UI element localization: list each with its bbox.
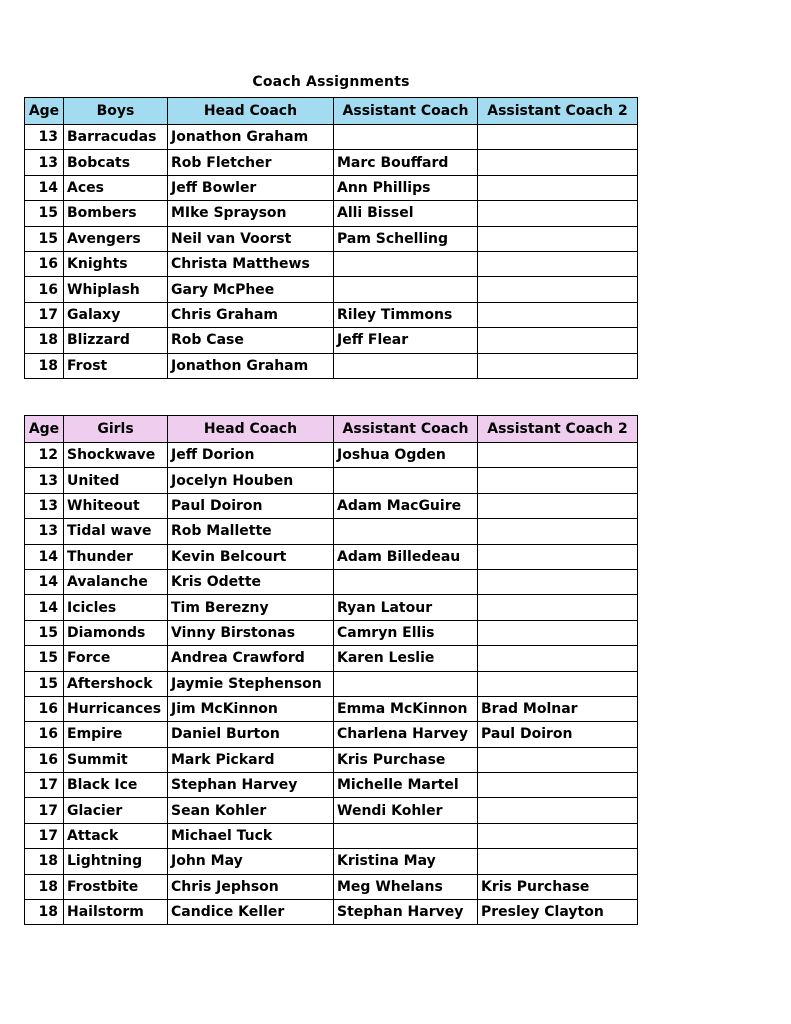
head-coach-cell: Paul Doiron [168,493,334,518]
team-cell: Empire [64,722,168,747]
head-coach-cell: Chris Jephson [168,874,334,899]
assistant-coach-2-cell [478,671,638,696]
column-header-age: Age [25,416,64,443]
table-row [25,696,638,721]
assistant-coach-cell [334,277,478,302]
age-cell: 18 [25,328,64,353]
head-coach-cell: Vinny Birstonas [168,620,334,645]
team-cell: United [64,468,168,493]
age-cell: 18 [25,353,64,378]
team-cell: Hailstorm [64,900,168,925]
head-coach-cell: Daniel Burton [168,722,334,747]
table-row [25,353,638,378]
head-coach-cell: Kevin Belcourt [168,544,334,569]
assistant-coach-2-cell [478,849,638,874]
table-row [25,646,638,671]
assistant-coach-cell: Camryn Ellis [334,620,478,645]
age-cell: 16 [25,696,64,721]
table-row [25,773,638,798]
age-cell: 18 [25,900,64,925]
assistant-coach-cell [334,353,478,378]
team-cell: Summit [64,747,168,772]
team-cell: Black Ice [64,773,168,798]
column-header-team: Boys [64,98,168,125]
assistant-coach-2-cell [478,773,638,798]
assistant-coach-2-cell [478,493,638,518]
team-cell: Whiteout [64,493,168,518]
age-cell: 15 [25,646,64,671]
assistant-coach-cell: Kristina May [334,849,478,874]
table-row [25,302,638,327]
assistant-coach-2-cell [478,798,638,823]
age-cell: 13 [25,468,64,493]
age-cell: 15 [25,620,64,645]
assistant-coach-2-cell: Brad Molnar [478,696,638,721]
head-coach-cell: Andrea Crawford [168,646,334,671]
team-cell: Frostbite [64,874,168,899]
table-row [25,328,638,353]
assistant-coach-cell [334,468,478,493]
assistant-coach-cell: Riley Timmons [334,302,478,327]
age-cell: 16 [25,747,64,772]
column-header-assistant-coach: Assistant Coach [334,416,478,443]
assistant-coach-cell: Charlena Harvey [334,722,478,747]
table-row [25,620,638,645]
assistant-coach-2-cell: Presley Clayton [478,900,638,925]
assistant-coach-2-cell [478,569,638,594]
age-cell: 16 [25,251,64,276]
assistant-coach-2-cell [478,544,638,569]
head-coach-cell: Jaymie Stephenson [168,671,334,696]
assistant-coach-2-cell: Paul Doiron [478,722,638,747]
team-cell: Force [64,646,168,671]
assistant-coach-cell: Stephan Harvey [334,900,478,925]
table-row [25,468,638,493]
head-coach-cell: Jonathon Graham [168,125,334,150]
assistant-coach-cell: Ryan Latour [334,595,478,620]
head-coach-cell: Gary McPhee [168,277,334,302]
table-row [25,519,638,544]
age-cell: 13 [25,493,64,518]
table-row [25,798,638,823]
team-cell: Lightning [64,849,168,874]
girls-coach-table [24,415,638,925]
age-cell: 12 [25,443,64,468]
table-row [25,277,638,302]
assistant-coach-2-cell [478,823,638,848]
head-coach-cell: Rob Mallette [168,519,334,544]
assistant-coach-2-cell [478,747,638,772]
age-cell: 17 [25,773,64,798]
column-header-head-coach: Head Coach [168,416,334,443]
assistant-coach-cell: Jeff Flear [334,328,478,353]
assistant-coach-cell: Kris Purchase [334,747,478,772]
assistant-coach-cell: Adam MacGuire [334,493,478,518]
assistant-coach-cell: Michelle Martel [334,773,478,798]
assistant-coach-2-cell [478,125,638,150]
assistant-coach-cell: Joshua Ogden [334,443,478,468]
table-row [25,671,638,696]
age-cell: 14 [25,569,64,594]
table-row [25,823,638,848]
head-coach-cell: Jeff Dorion [168,443,334,468]
head-coach-cell: Stephan Harvey [168,773,334,798]
boys-table-body [25,125,638,379]
team-cell: Glacier [64,798,168,823]
assistant-coach-2-cell [478,277,638,302]
head-coach-cell: Candice Keller [168,900,334,925]
team-cell: Whiplash [64,277,168,302]
head-coach-cell: Kris Odette [168,569,334,594]
age-cell: 18 [25,874,64,899]
assistant-coach-cell: Alli Bissel [334,201,478,226]
boys-header-row [25,98,638,125]
age-cell: 17 [25,823,64,848]
assistant-coach-2-cell [478,251,638,276]
table-row [25,544,638,569]
age-cell: 17 [25,302,64,327]
team-cell: Galaxy [64,302,168,327]
team-cell: Avengers [64,226,168,251]
column-header-assistant-coach: Assistant Coach [334,98,478,125]
column-header-assistant-coach-2: Assistant Coach 2 [478,98,638,125]
head-coach-cell: Rob Fletcher [168,150,334,175]
boys-coach-table [24,97,638,379]
assistant-coach-cell [334,569,478,594]
table-row [25,226,638,251]
assistant-coach-cell [334,125,478,150]
team-cell: Frost [64,353,168,378]
head-coach-cell: Mark Pickard [168,747,334,772]
girls-header-row [25,416,638,443]
assistant-coach-2-cell [478,226,638,251]
assistant-coach-2-cell: Kris Purchase [478,874,638,899]
assistant-coach-2-cell [478,150,638,175]
age-cell: 15 [25,201,64,226]
assistant-coach-cell [334,671,478,696]
head-coach-cell: Jeff Bowler [168,175,334,200]
age-cell: 16 [25,722,64,747]
head-coach-cell: Jim McKinnon [168,696,334,721]
column-header-head-coach: Head Coach [168,98,334,125]
team-cell: Shockwave [64,443,168,468]
age-cell: 15 [25,226,64,251]
assistant-coach-2-cell [478,443,638,468]
column-header-team: Girls [64,416,168,443]
assistant-coach-cell [334,251,478,276]
age-cell: 13 [25,519,64,544]
assistant-coach-2-cell [478,646,638,671]
table-row [25,150,638,175]
assistant-coach-cell: Adam Billedeau [334,544,478,569]
table-row [25,900,638,925]
age-cell: 17 [25,798,64,823]
girls-table-body [25,443,638,925]
team-cell: Diamonds [64,620,168,645]
table-row [25,493,638,518]
team-cell: Aftershock [64,671,168,696]
age-cell: 13 [25,150,64,175]
team-cell: Avalanche [64,569,168,594]
head-coach-cell: John May [168,849,334,874]
head-coach-cell: Neil van Voorst [168,226,334,251]
table-row [25,747,638,772]
age-cell: 14 [25,544,64,569]
team-cell: Blizzard [64,328,168,353]
assistant-coach-2-cell [478,201,638,226]
table-row [25,175,638,200]
table-row [25,849,638,874]
table-row [25,874,638,899]
age-cell: 15 [25,671,64,696]
head-coach-cell: Christa Matthews [168,251,334,276]
age-cell: 18 [25,849,64,874]
assistant-coach-2-cell [478,519,638,544]
table-row [25,251,638,276]
table-row [25,569,638,594]
team-cell: Barracudas [64,125,168,150]
table-row [25,443,638,468]
column-header-assistant-coach-2: Assistant Coach 2 [478,416,638,443]
head-coach-cell: Jocelyn Houben [168,468,334,493]
head-coach-cell: Tim Berezny [168,595,334,620]
assistant-coach-cell: Pam Schelling [334,226,478,251]
table-row [25,125,638,150]
team-cell: Icicles [64,595,168,620]
age-cell: 14 [25,595,64,620]
head-coach-cell: MIke Sprayson [168,201,334,226]
page-title: Coach Assignments [252,74,410,90]
assistant-coach-2-cell [478,175,638,200]
head-coach-cell: Sean Kohler [168,798,334,823]
assistant-coach-cell: Ann Phillips [334,175,478,200]
age-cell: 14 [25,175,64,200]
head-coach-cell: Chris Graham [168,302,334,327]
assistant-coach-2-cell [478,468,638,493]
age-cell: 13 [25,125,64,150]
team-cell: Tidal wave [64,519,168,544]
team-cell: Thunder [64,544,168,569]
team-cell: Attack [64,823,168,848]
assistant-coach-cell: Karen Leslie [334,646,478,671]
assistant-coach-2-cell [478,620,638,645]
team-cell: Hurricances [64,696,168,721]
assistant-coach-cell: Meg Whelans [334,874,478,899]
team-cell: Knights [64,251,168,276]
assistant-coach-cell: Marc Bouffard [334,150,478,175]
head-coach-cell: Jonathon Graham [168,353,334,378]
head-coach-cell: Rob Case [168,328,334,353]
table-row [25,595,638,620]
team-cell: Bombers [64,201,168,226]
assistant-coach-2-cell [478,302,638,327]
table-row [25,201,638,226]
assistant-coach-cell: Emma McKinnon [334,696,478,721]
team-cell: Bobcats [64,150,168,175]
assistant-coach-cell [334,519,478,544]
assistant-coach-cell: Wendi Kohler [334,798,478,823]
assistant-coach-2-cell [478,595,638,620]
head-coach-cell: Michael Tuck [168,823,334,848]
table-row [25,722,638,747]
age-cell: 16 [25,277,64,302]
team-cell: Aces [64,175,168,200]
assistant-coach-2-cell [478,353,638,378]
assistant-coach-cell [334,823,478,848]
assistant-coach-2-cell [478,328,638,353]
column-header-age: Age [25,98,64,125]
